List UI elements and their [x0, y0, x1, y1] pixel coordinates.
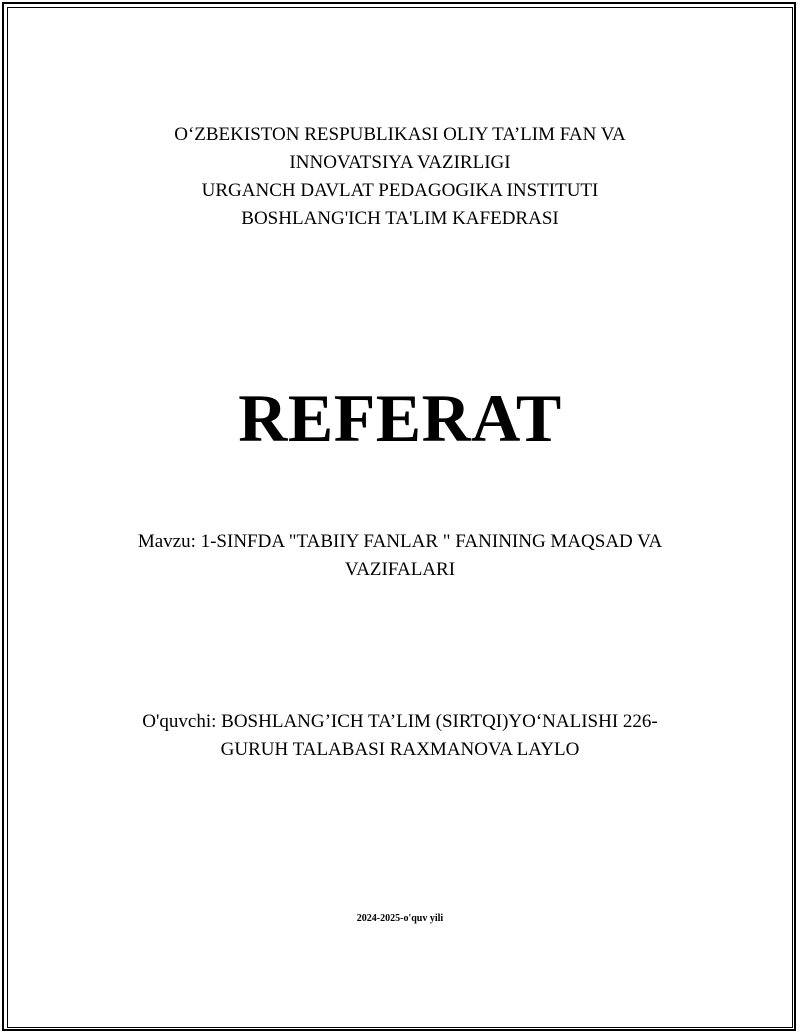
header-line-department: BOSHLANG'ICH TA'LIM KAFEDRASI [241, 208, 559, 229]
academic-year: 2024-2025-o'quv yili [356, 913, 444, 924]
topic-line-1: Mavzu: 1-SINFDA "TABIIY FANLAR " FANINING MAQSAD VA [137, 531, 663, 552]
student-line-2: GURUH TALABASI RAXMANOVA LAYLO [220, 739, 580, 760]
topic-line-2: VAZIFALARI [344, 559, 456, 580]
student-block [0, 708, 800, 764]
topic-block [0, 528, 800, 584]
student-line-1: O'quvchi: BOSHLANG’ICH TA’LIM (SIRTQI)YO‘NALISHI 226- [142, 711, 658, 732]
header-line-ministry-2: INNOVATSIYA VAZIRLIGI [289, 152, 511, 173]
document-title: REFERAT [238, 380, 562, 456]
header-line-institute: URGANCH DAVLAT PEDAGOGIKA INSTITUTI [201, 180, 599, 201]
institution-header [0, 121, 800, 233]
header-line-ministry-1: O‘ZBEKISTON RESPUBLIKASI OLIY TA’LIM FAN VA [174, 124, 626, 145]
